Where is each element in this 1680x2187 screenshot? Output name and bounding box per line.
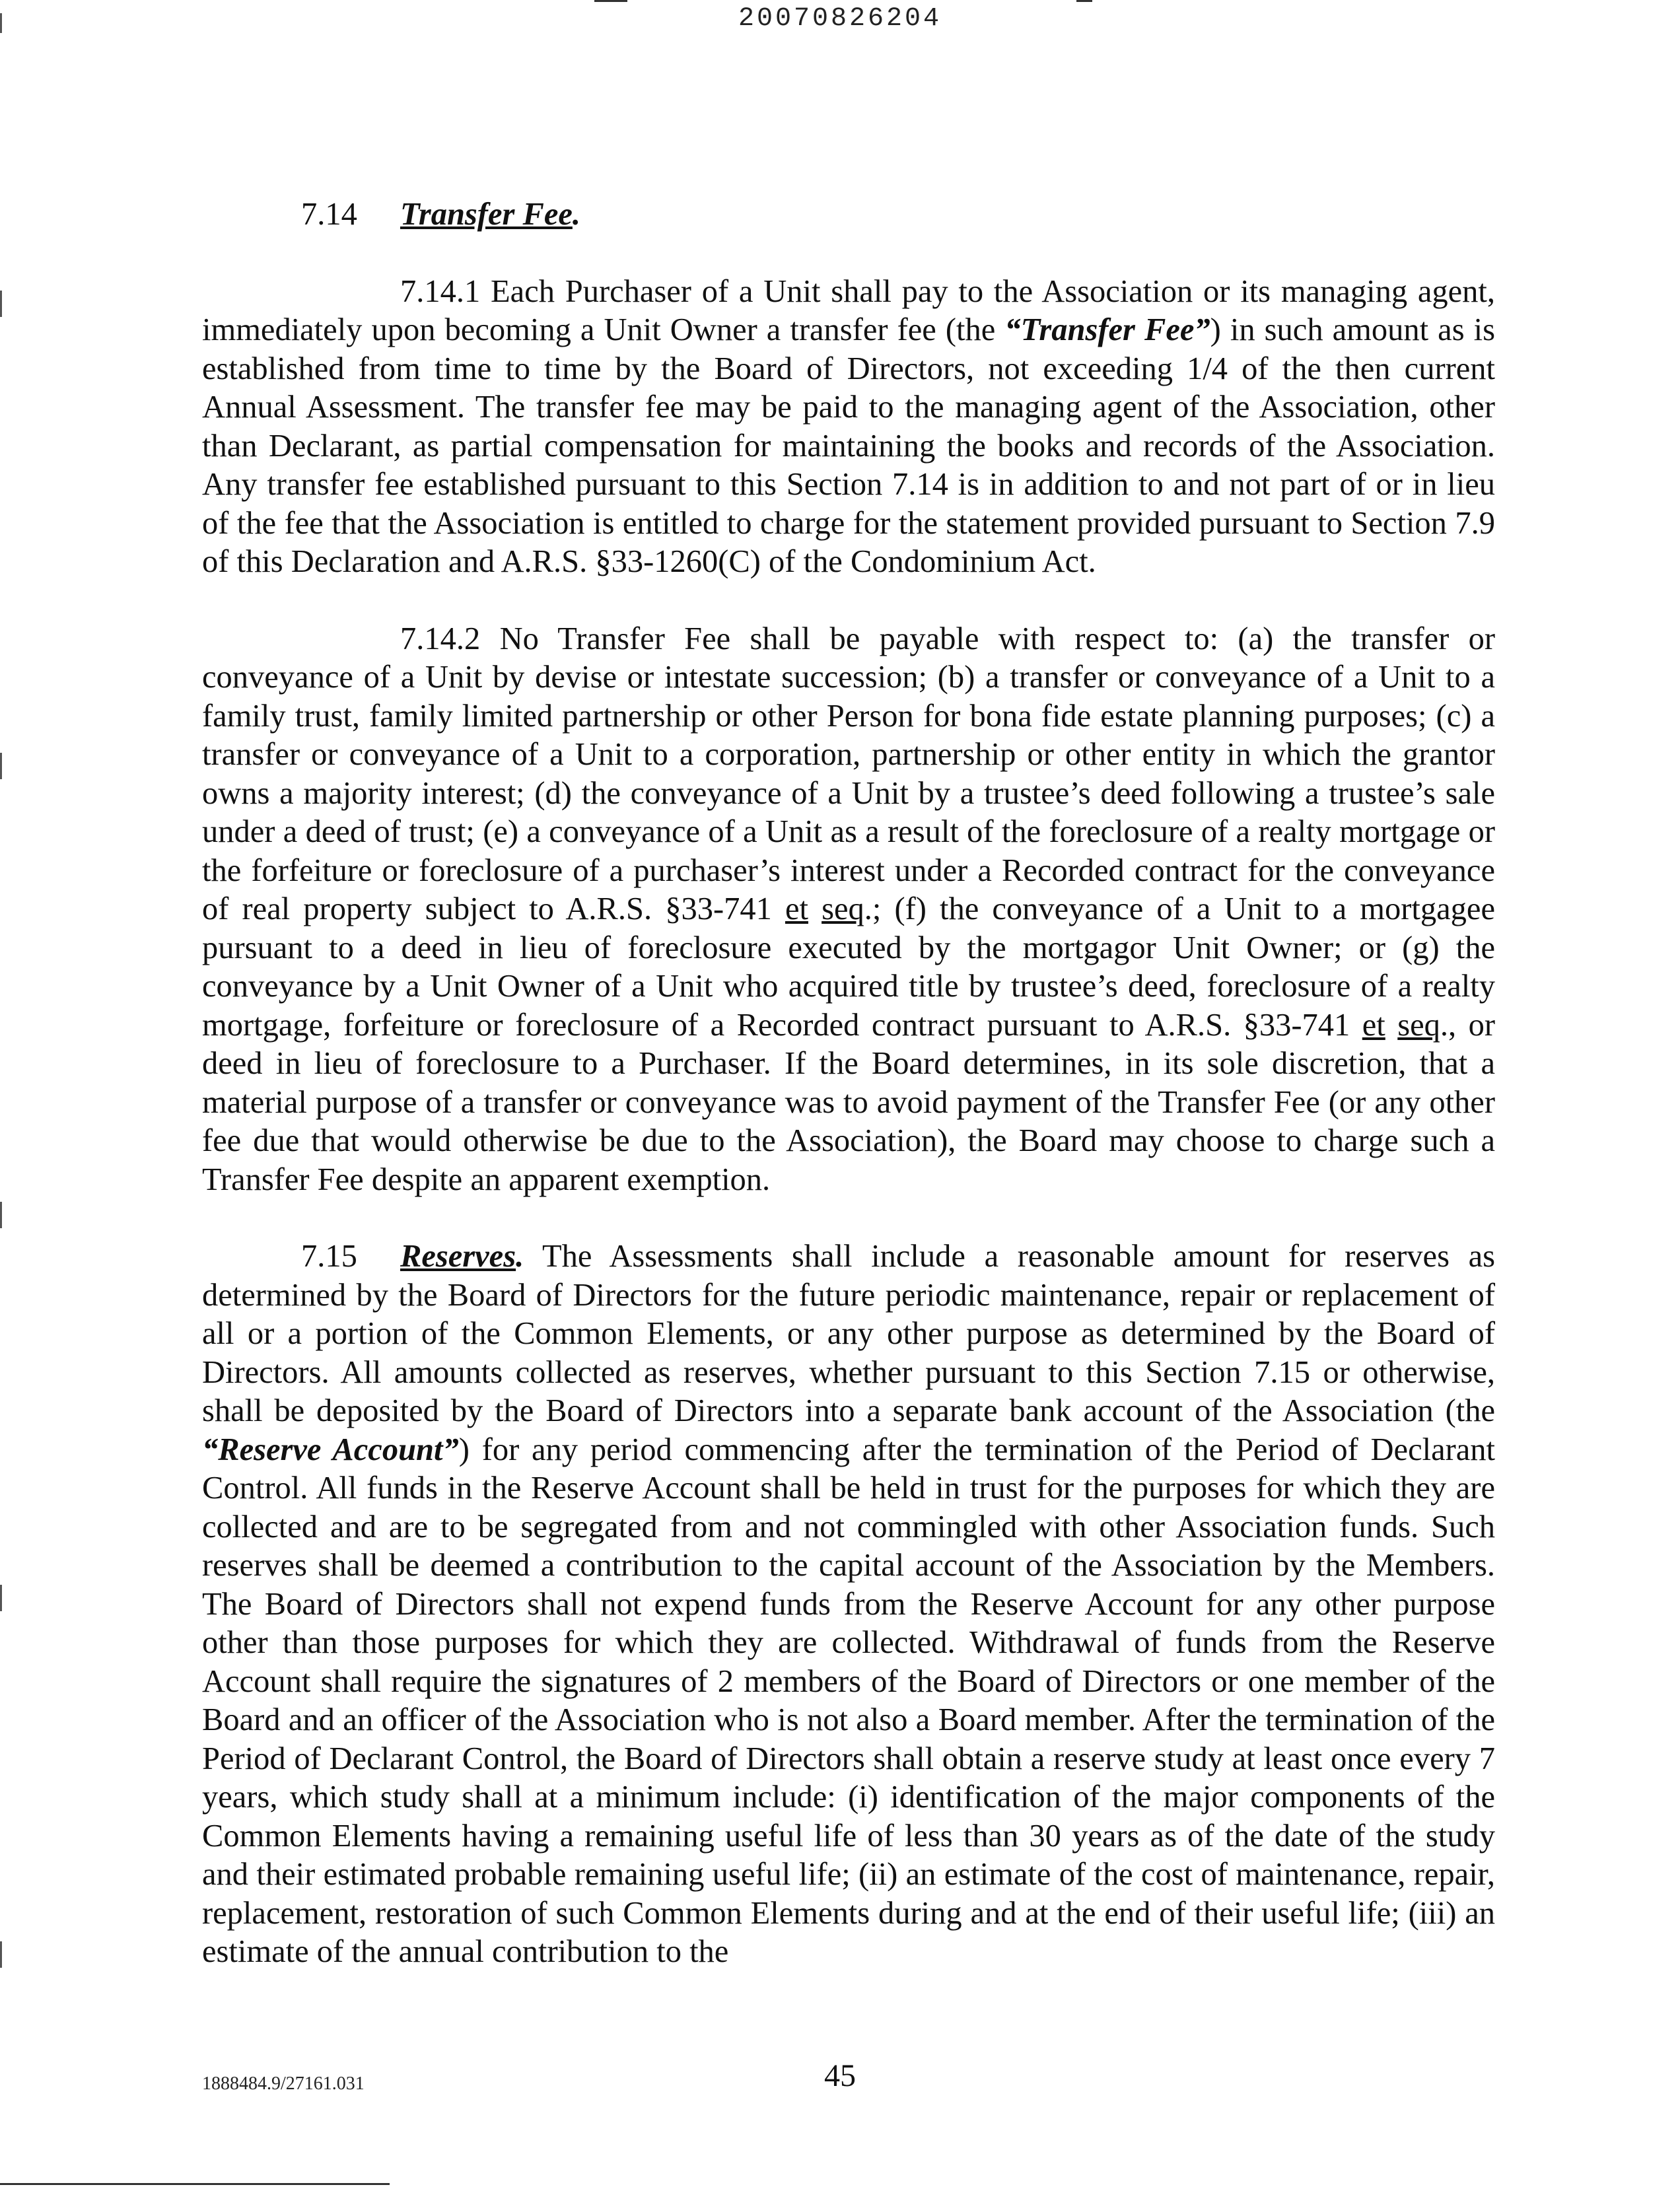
paragraph-text: Each Purchaser of a Unit shall pay to the Association or its managing agent, immediately upon becoming a Unit Owner a transfer fee (the [202,273,1495,347]
scan-edge-mark [0,2183,390,2185]
scan-margin-mark [0,13,2,33]
recording-number: 20070826204 [738,4,942,34]
paragraph-text: ) for any period commencing after the termination of the Period of Declarant Control. All funds in the Reserve Account shall be held in trust for the purposes for which they are collected and are to be segregated from and not commingled with other Association funds. Such reserves shall be deemed a contribution to the capital account of the Association by the Members. The Board of Directors shall not expend funds from the Reserve Account for any other purpose other than those purposes for which they are collected. Withdrawal of funds from the Reserve Account shall require the signatures of 2 members of the Board of Directors or one member of the Board and an officer of the Association who is not also a Board member. After the termination of the Period of Declarant Control, the Board of Directors shall obtain a reserve study at least once every 7 years, which study shall at a minimum include: (i) identification of the major components of the Common Elements having a remaining useful life of less than 30 years as of the date of the study and their estimated probable remaining useful life; (ii) an estimate of the cost of maintenance, repair, replacement, restoration of such Common Elements during and at the end of their useful life; (iii) an estimate of the annual contribution to the [202,1432,1495,1969]
defined-term: “Reserve Account” [202,1432,459,1467]
section-number: 7.15 [301,1239,357,1274]
paragraph-text: No Transfer Fee shall be payable with respect to: (a) the transfer or conveyance of a Unit by devise or intestate succession; (b) a transfer or conveyance of a Unit to a family trust, family limited partnership or other Person for bona fide estate planning purposes; (c) a transfer or conveyance of a Unit to a corporation, partnership or other entity in which the grantor owns a majority interest; (d) the conveyance of a Unit by a trustee’s deed following a trustee’s sale under a deed of trust; (e) a conveyance of a Unit as a result of the foreclosure of a realty mortgage or the forfeiture or foreclosure of a purchaser’s interest under a Recorded contract for the conveyance of real property subject to A.R.S. §33-741 [202,621,1495,926]
latin-abbrev-et: et [785,891,808,926]
section-title: Transfer Fee [400,197,573,232]
document-body [202,195,1495,2010]
scan-margin-mark [0,1202,2,1228]
page-number: 45 [824,2058,856,2093]
scan-margin-mark [0,1941,2,1968]
footer-document-id: 1888484.9/27161.031 [202,2073,365,2094]
scan-edge-mark [594,0,627,2]
subsection-number: 7.14.2 [400,621,481,656]
section-title-period: . [516,1239,524,1274]
latin-abbrev-et: et [1362,1007,1385,1043]
section-heading-7-14 [202,195,1495,234]
scan-edge-mark [1076,0,1092,2]
defined-term: “Transfer Fee” [1004,312,1210,347]
paragraph-7-14-1 [202,273,1495,582]
scan-margin-mark [0,1585,2,1611]
latin-abbrev-seq: seq [1397,1007,1440,1043]
latin-abbrev-seq: seq [822,891,864,926]
paragraph-text: ) in such amount as is established from time to time by the Board of Directors, not exceeding 1/4 of the then current Annual Assessment. The transfer fee may be paid to the managing agent of the Association, other than Declarant, as partial compensation for maintaining the books and records of the Association. Any transfer fee established pursuant to this Section 7.14 is in addition to and not part of or in lieu of the fee that the Association is entitled to charge for the statement provided pursuant to Section 7.9 of this Declaration and A.R.S. §33-1260(C) of the Condominium Act. [202,312,1495,579]
paragraph-text: The Assessments shall include a reasonable amount for reserves as determined by the Board of Directors for the future periodic maintenance, repair or replacement of all or a portion of the Common Elements, or any other purpose as determined by the Board of Directors. All amounts collected as reserves, whether pursuant to this Section 7.15 or otherwise, shall be deposited by the Board of Directors into a separate bank account of the Association (the [202,1239,1495,1428]
paragraph-text: ., or deed in lieu of foreclosure to a Purchaser. If the Board determines, in its sole discretion, that a material purpose of a transfer or conveyance was to avoid payment of the Transfer Fee (or any other fee due that would otherwise be due to the Association), the Board may choose to charge such a Transfer Fee despite an apparent exemption. [202,1007,1496,1197]
subsection-number: 7.14.1 [400,273,481,309]
paragraph-7-15 [202,1237,1495,1972]
paragraph-text: .; (f) the conveyance of a Unit to a mortgagee pursuant to a deed in lieu of foreclosure executed by the mortgagor Unit Owner; or (g) the conveyance by a Unit Owner of a Unit who acquired title by trustee’s deed, foreclosure of a realty mortgage, forfeiture or foreclosure of a Recorded contract pursuant to A.R.S. §33-741 [202,891,1495,1043]
scan-margin-mark [0,291,2,317]
section-title-period: . [572,197,581,232]
section-title: Reserves [400,1239,516,1274]
scan-margin-mark [0,753,2,779]
section-number: 7.14 [301,197,357,232]
paragraph-7-14-2 [202,620,1495,1200]
